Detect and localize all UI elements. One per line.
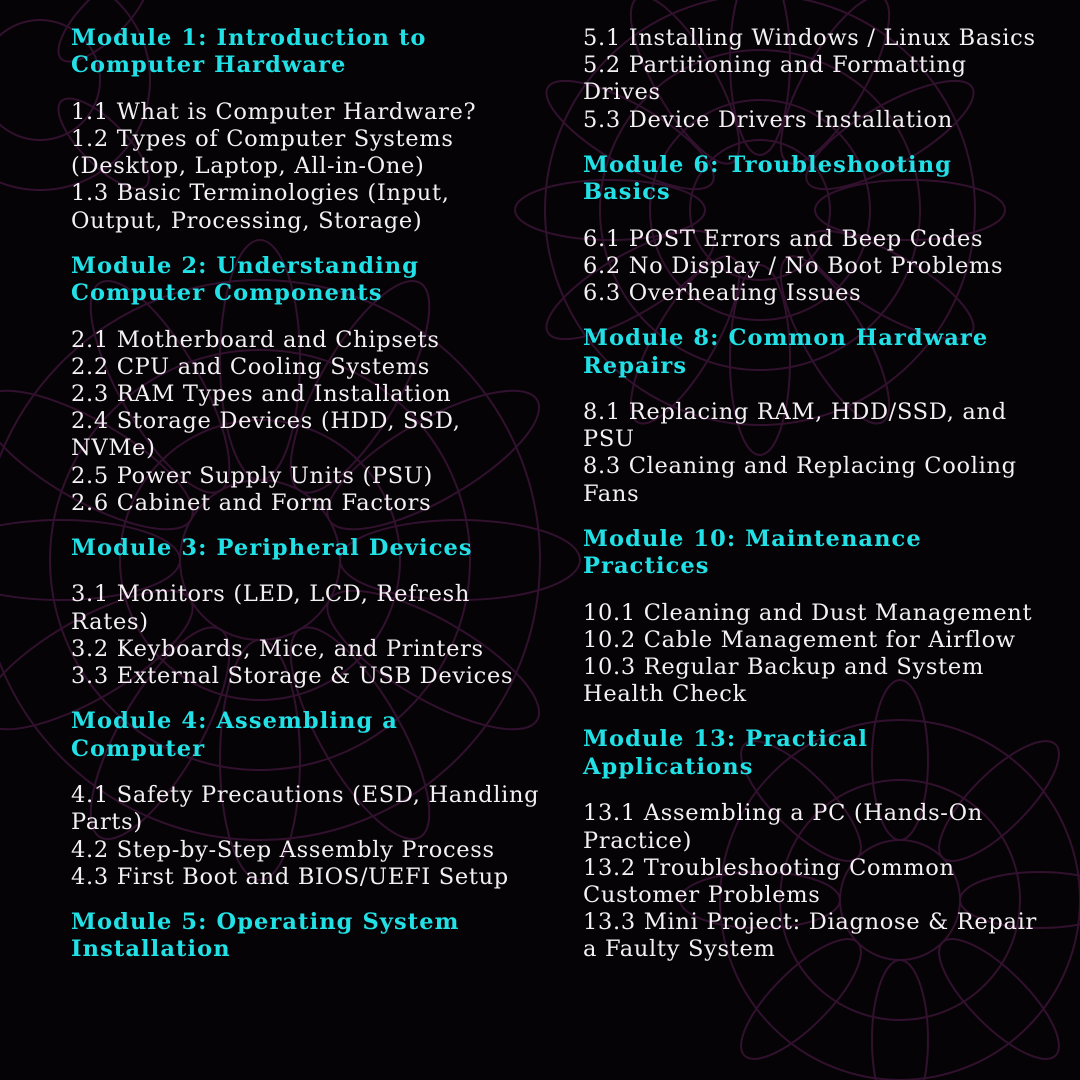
list-item: 1.1 What is Computer Hardware? [71,98,477,125]
list-item: 1.3 Basic Terminologies (Input, Output, Processing, Storage) [71,180,450,234]
module-10 [583,526,1043,709]
list-item: 5.2 Partitioning and Formatting Drives [583,52,967,106]
module-title: Module 6: Troubleshooting Basics [583,151,952,206]
module-title: Module 4: Assembling a Computer [71,708,398,762]
list-item: 2.2 CPU and Cooling Systems [71,353,431,380]
module-title: Module 10: Maintenance Practices [583,525,922,580]
list-item: 1.2 Types of Computer Systems (Desktop, Laptop, All-in-One) [71,126,454,180]
list-item: 6.3 Overheating Issues [583,280,862,307]
module-4 [71,708,541,891]
module-5 [71,909,541,964]
module-title: Module 3: Peripheral Devices [71,535,473,562]
list-item: 5.1 Installing Windows / Linux Basics [583,25,1036,51]
list-item: 10.2 Cable Management for Airflow [583,626,1016,653]
list-item: 3.3 External Storage & USB Devices [71,663,514,690]
module-3 [71,535,541,690]
list-item: 2.4 Storage Devices (HDD, SSD, NVMe) [71,408,461,462]
module-6 [583,152,1043,307]
list-item: 5.3 Device Drivers Installation [583,106,953,133]
list-item: 10.1 Cleaning and Dust Management [583,599,1033,626]
list-item: 3.1 Monitors (LED, LCD, Refresh Rates) [71,581,471,635]
list-item: 2.5 Power Supply Units (PSU) [71,462,434,489]
list-item: 2.1 Motherboard and Chipsets [71,326,440,353]
list-item: 6.2 No Display / No Boot Problems [583,252,1004,279]
module-title: Module 5: Operating System Installation [71,908,460,963]
list-item: 3.2 Keyboards, Mice, and Printers [71,635,484,662]
list-item: 13.2 Troubleshooting Common Customer Problems [583,854,955,908]
module-title: Module 13: Practical Applications [583,726,868,780]
module-5-continued [583,25,1043,134]
list-item: 4.2 Step-by-Step Assembly Process [71,836,495,863]
module-8 [583,325,1043,508]
module-1 [71,25,541,235]
list-item: 8.1 Replacing RAM, HDD/SSD, and PSU [583,399,1007,453]
module-13 [583,726,1043,963]
right-column [583,25,1043,982]
list-item: 4.3 First Boot and BIOS/UEFI Setup [71,863,509,890]
module-title: Module 8: Common Hardware Repairs [583,325,989,379]
list-item: 6.1 POST Errors and Beep Codes [583,225,984,252]
list-item: 10.3 Regular Backup and System Health Check [583,654,984,708]
list-item: 4.1 Safety Precautions (ESD, Handling Parts) [71,782,540,836]
module-title: Module 2: Understanding Computer Components [71,252,420,307]
module-title: Module 1: Introduction to Computer Hardware [71,25,427,79]
list-item: 13.1 Assembling a PC (Hands-On Practice) [583,800,983,854]
module-2 [71,253,541,517]
list-item: 8.3 Cleaning and Replacing Cooling Fans [583,453,1017,507]
list-item: 13.3 Mini Project: Diagnose & Repair a Faulty System [583,909,1037,963]
list-item: 2.3 RAM Types and Installation [71,381,452,408]
list-item: 2.6 Cabinet and Form Factors [71,489,432,516]
left-column [71,25,541,983]
